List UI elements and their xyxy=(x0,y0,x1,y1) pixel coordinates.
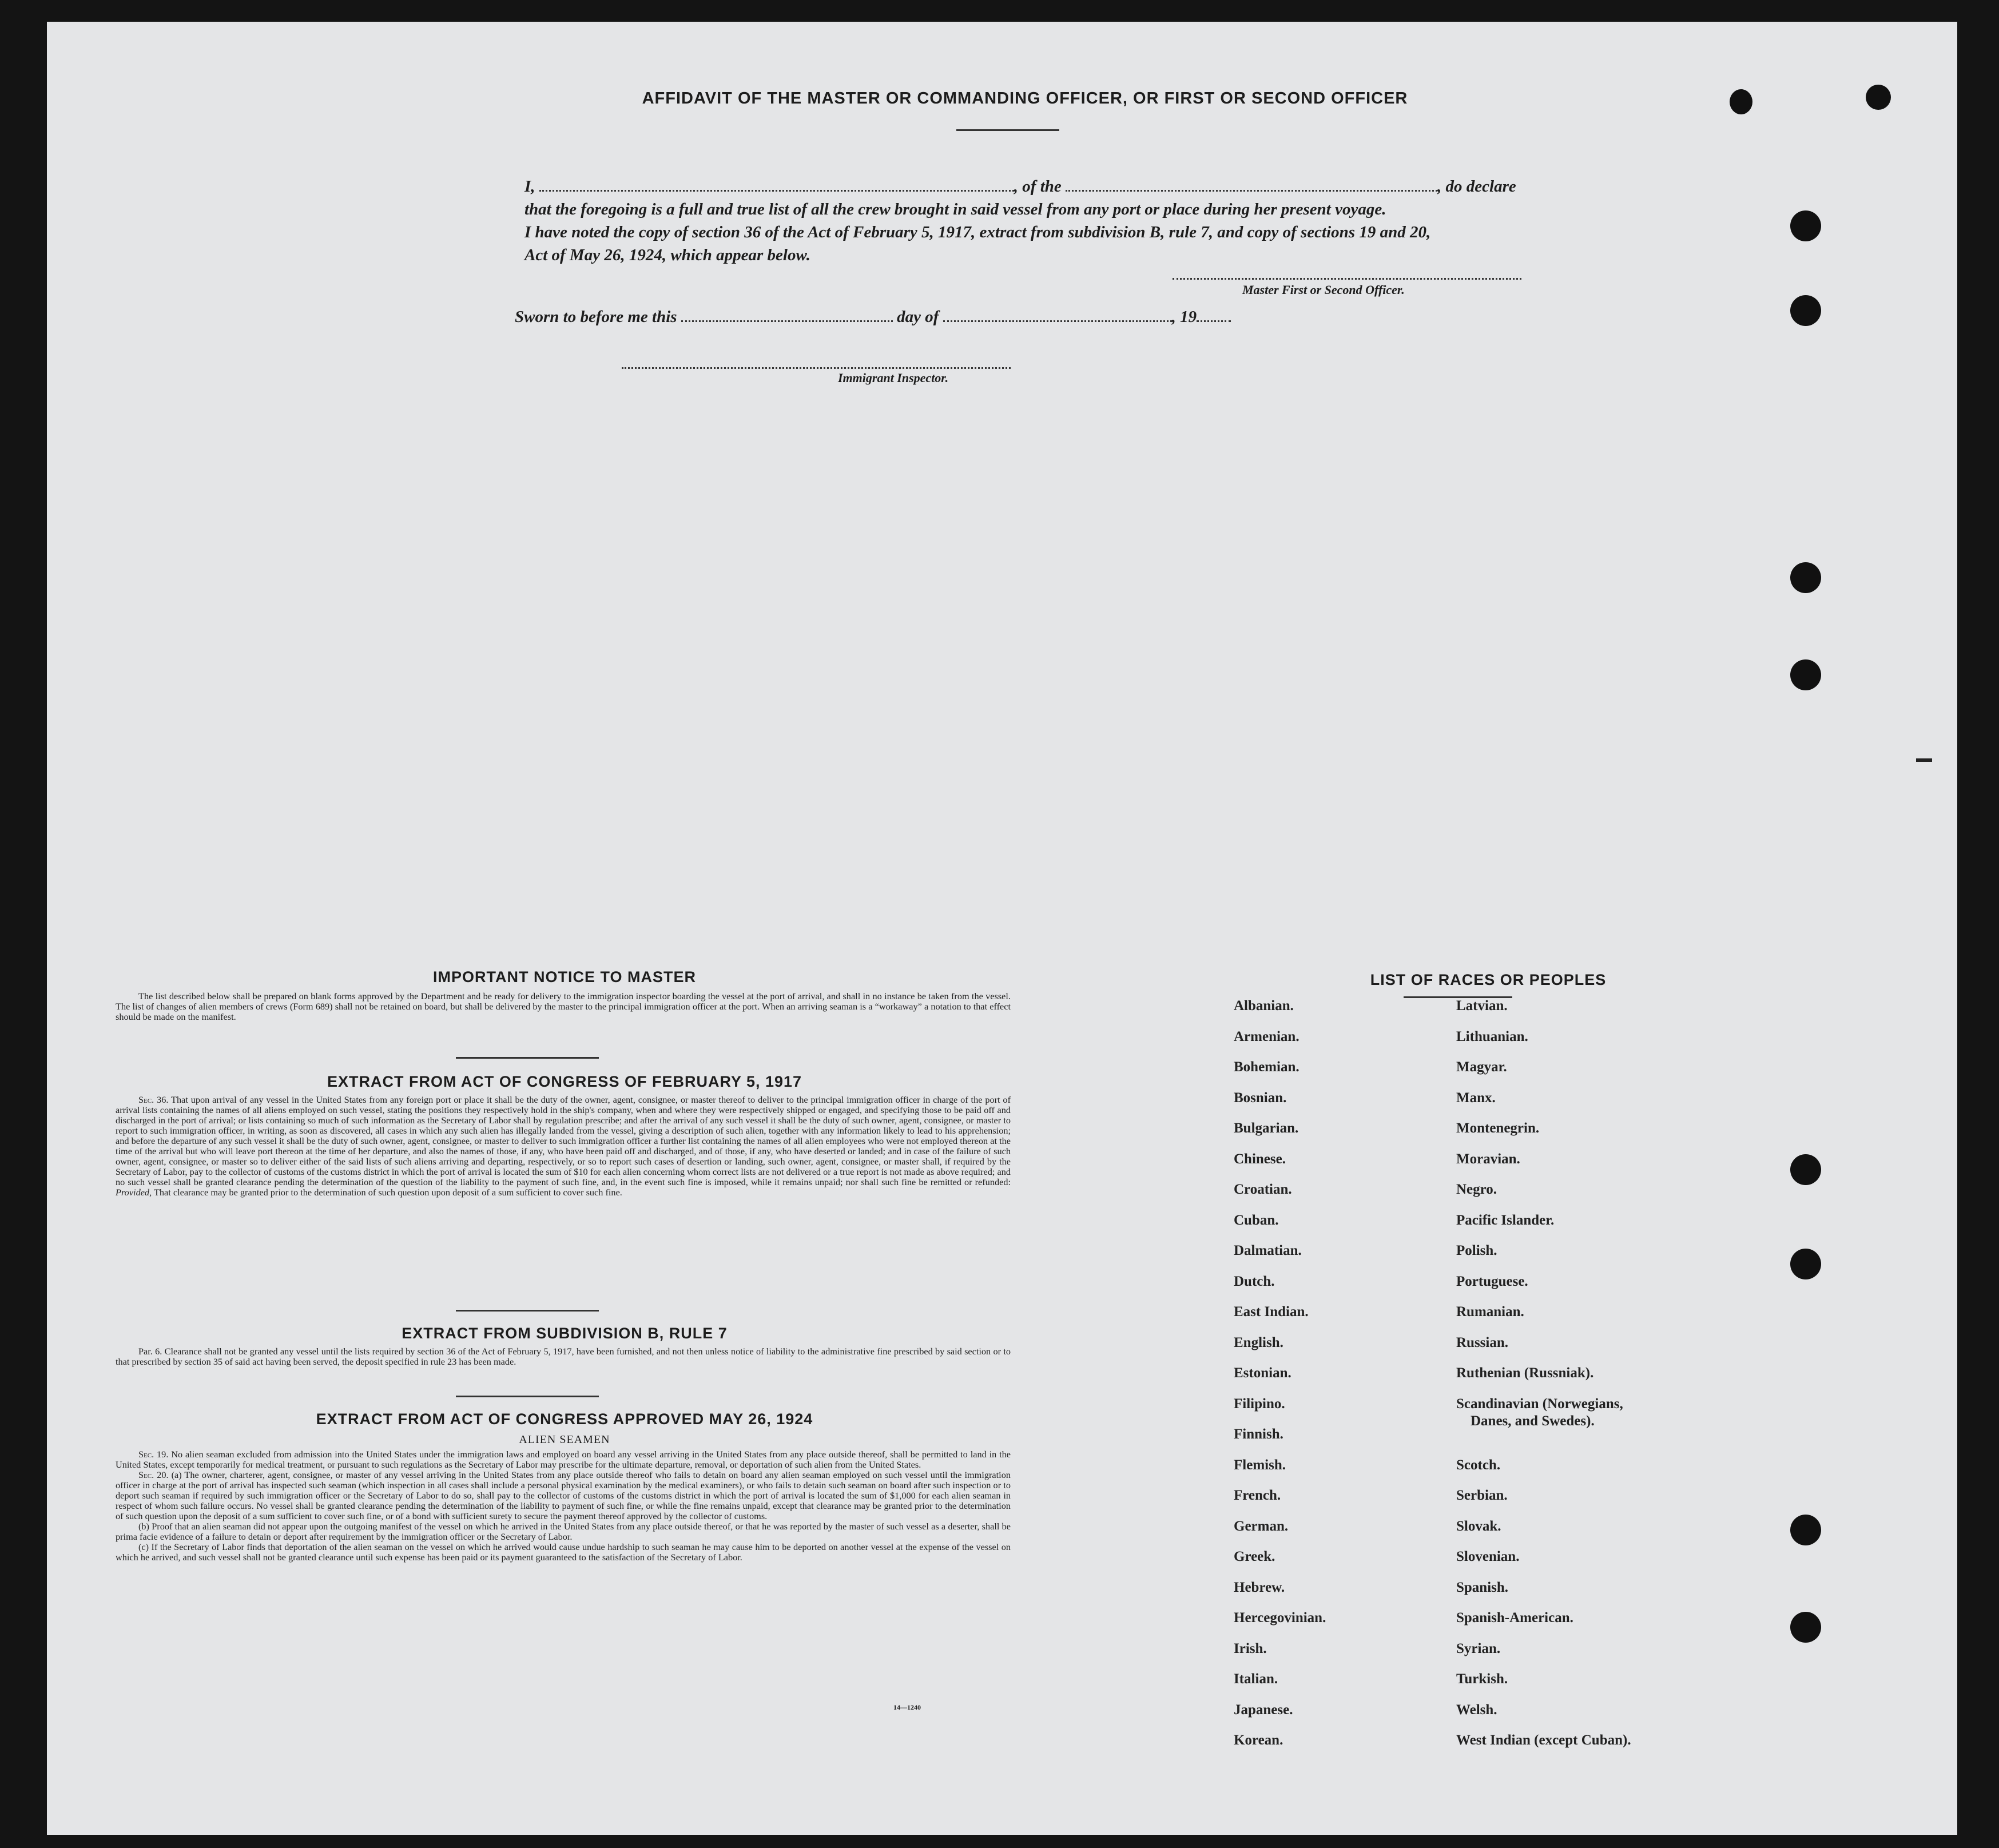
race-item: Hercegovinian. xyxy=(1234,1610,1326,1626)
race-item: Rumanian. xyxy=(1456,1304,1524,1320)
name-blank[interactable] xyxy=(539,176,1014,192)
punch-hole xyxy=(1866,85,1891,110)
race-item: Ruthenian (Russniak). xyxy=(1456,1365,1594,1381)
race-item-line: Scandinavian (Norwegians, xyxy=(1456,1396,1623,1412)
declaration-i: I, xyxy=(524,177,535,196)
declaration-declare: , do declare xyxy=(1437,177,1516,196)
race-item: Japanese. xyxy=(1234,1702,1293,1718)
extract-rule7-title: EXTRACT FROM SUBDIVISION B, RULE 7 xyxy=(402,1325,728,1342)
race-item: Dalmatian. xyxy=(1234,1243,1302,1258)
races-title: LIST OF RACES OR PEOPLES xyxy=(1370,971,1607,988)
race-item: Serbian. xyxy=(1456,1488,1508,1503)
race-item: Polish. xyxy=(1456,1243,1497,1258)
race-item: Finnish. xyxy=(1234,1426,1283,1442)
extract-1924-title: EXTRACT FROM ACT OF CONGRESS APPROVED MAY 26, 1924 xyxy=(316,1410,813,1428)
notice-title: IMPORTANT NOTICE TO MASTER xyxy=(433,968,696,985)
form-number: 14—1240 xyxy=(893,1703,921,1711)
race-item: Hebrew. xyxy=(1234,1579,1285,1595)
race-item: Latvian. xyxy=(1456,998,1508,1014)
sec-19-label: Sec. 19. xyxy=(138,1449,169,1460)
race-item-line: Danes, and Swedes). xyxy=(1471,1413,1595,1429)
rule7-text: Par. 6. Clearance shall not be granted any vessel until the lists required by section 36 of the Act of February 5, 1917, have been furnished, and not then unless notice of liability to the administrative fine prescribed by said section or to that prescribed by section 35 of said act having been served, the deposit specified in rule 23 has been made. xyxy=(116,1346,1011,1367)
section-rule xyxy=(456,1310,599,1312)
notice-body xyxy=(116,991,1011,1022)
sworn-year: , 19 xyxy=(1171,308,1197,326)
document-page xyxy=(47,22,1957,1835)
sec-19-text: No alien seaman excluded from admission into the United States under the immigration laws and employed on board any vessel arriving in the United States from any place outside thereof, shall be permitted to land in the United States, except temporarily for medical treatment, or pursuant to such regulations as the Secretary of Labor may prescribe for the ultimate departure, removal, or deportation of such alien from the United States. xyxy=(116,1449,1011,1470)
sec-36-text-end: That clearance may be granted prior to the determination of such question upon deposit of a sum sufficient to cover such fine. xyxy=(153,1187,622,1198)
extract-1924-body xyxy=(116,1449,1011,1563)
sec-20b-text: (b) Proof that an alien seaman did not appear upon the outgoing manifest of the vessel on which he arrived in the United States from any place outside thereof, or that he was reported by the master of such vessel as a deserter, shall be prima facie evidence of a failure to detain or deport after requirement by the immigration officer or the Secretary of Labor. xyxy=(116,1521,1011,1542)
race-item: Bosnian. xyxy=(1234,1090,1287,1106)
section-rule xyxy=(456,1396,599,1397)
punch-hole xyxy=(1790,659,1821,690)
race-item: Welsh. xyxy=(1456,1702,1497,1718)
race-item: Spanish-American. xyxy=(1456,1610,1573,1626)
punch-hole xyxy=(1790,210,1821,241)
inspector-signature-line[interactable] xyxy=(622,367,1011,369)
sec-20c-text: (c) If the Secretary of Labor finds that deportation of the alien seaman on the vessel on which he arrived would cause undue hardship to such seaman he may cause him to be deported on another vessel at the expense of the vessel on which he arrived, and such vessel shall not be granted clearance until such expense has been paid or its payment guaranteed to the satisfaction of the Secretary of Labor. xyxy=(116,1541,1011,1563)
punch-hole xyxy=(1790,1515,1821,1545)
sworn-year-blank[interactable] xyxy=(1197,307,1231,322)
race-item: Croatian. xyxy=(1234,1182,1292,1197)
race-item: Cuban. xyxy=(1234,1212,1279,1228)
race-item: Spanish. xyxy=(1456,1579,1509,1595)
race-item: Russian. xyxy=(1456,1334,1509,1350)
race-item: Greek. xyxy=(1234,1549,1275,1564)
race-item: Magyar. xyxy=(1456,1059,1507,1075)
race-item: West Indian (except Cuban). xyxy=(1456,1732,1631,1748)
section-rule xyxy=(456,1057,599,1059)
punch-hole xyxy=(1790,1249,1821,1279)
punch-hole xyxy=(1790,295,1821,326)
race-item: Turkish. xyxy=(1456,1671,1508,1687)
race-item: Scotch. xyxy=(1456,1457,1501,1473)
sworn-line xyxy=(515,307,1231,327)
race-item: Slovenian. xyxy=(1456,1549,1520,1564)
punch-hole xyxy=(1730,89,1752,114)
race-item: Bohemian. xyxy=(1234,1059,1299,1075)
race-item: Syrian. xyxy=(1456,1640,1501,1656)
master-signature-line[interactable] xyxy=(1173,278,1521,280)
notice-text: The list described below shall be prepared on blank forms approved by the Department and be ready for delivery to the immigration inspector boarding the vessel at the port of arrival, and shall in no instance be taken from the vessel. The list of changes of alien members of crews (Form 689) shall not be retained on board, but shall be delivered by the master to the principal immigration officer at the port. When an arriving seaman is a “workaway” a notation to that effect should be made on the manifest. xyxy=(116,991,1011,1022)
race-item: Slovak. xyxy=(1456,1518,1501,1534)
race-item: Manx. xyxy=(1456,1090,1496,1106)
master-signature-caption: Master First or Second Officer. xyxy=(1242,283,1405,297)
race-item: East Indian. xyxy=(1234,1304,1309,1320)
race-item: Negro. xyxy=(1456,1182,1497,1197)
sworn-day-blank[interactable] xyxy=(681,307,893,322)
punch-hole xyxy=(1790,1612,1821,1643)
vessel-blank[interactable] xyxy=(1066,176,1437,192)
race-item: Bulgarian. xyxy=(1234,1120,1299,1136)
race-item: German. xyxy=(1234,1518,1289,1534)
race-item: Lithuanian. xyxy=(1456,1028,1528,1044)
races-right-column xyxy=(1456,997,1631,1763)
declaration-line-3: I have noted the copy of section 36 of the Act of February 5, 1917, extract from subdivision B, rule 7, and copy of sections 19 and 20, xyxy=(524,223,1431,241)
race-item: Pacific Islander. xyxy=(1456,1212,1555,1228)
race-item: French. xyxy=(1234,1488,1281,1503)
sec-20a-text: (a) The owner, charterer, agent, consignee, or master of any vessel arriving in the United States from any place outside thereof who fails to detain on board any alien seaman employed on such vessel until the immigration officer in charge at the port of arrival has inspected such seaman (which inspection in all cases shall include a personal physical examination by the medical examiners), or who fails to detain such seaman on board after such inspection or to deport such seaman if required by such immigration officer or the Secretary of Labor to do so, shall pay to the collector of customs of the customs district in which the port of arrival is located the sum of $1,000 for each alien seaman in respect of whom such failure occurs. No vessel shall be granted clearance pending the determination of the liability to payment of such fine, or while the fine remains unpaid, except that clearance may be granted prior to the determination of such question upon the deposit of a sum sufficient to cover such fine, or of a bond with sufficient surety to secure the payment thereof approved by the collector of customs. xyxy=(116,1469,1011,1521)
punch-hole xyxy=(1790,1154,1821,1185)
sec-20-label: Sec. 20. xyxy=(138,1469,169,1480)
inspector-caption: Immigrant Inspector. xyxy=(838,371,949,385)
sworn-day-of: day of xyxy=(897,308,939,326)
race-item: Italian. xyxy=(1234,1671,1278,1687)
race-item: Chinese. xyxy=(1234,1151,1286,1167)
sworn-prefix: Sworn to before me this xyxy=(515,308,677,326)
sec-36-text: That upon arrival of any vessel in the United States from any foreign port or place it shall be the duty of the owner, agent, consignee, or master thereof to deliver to the principal immigration officer in charge of the port of arrival lists containing the names of all aliens employed on such vessel, stating the positions they respectively hold in the ship's company, when and where they were respectively shipped or engaged, and specifying those to be paid off and discharged in the port of arrival; or lists containing so much of such information as the Secretary of Labor shall by regulation prescribe; and after the arrival of any such vessel it shall be the duty of such owner, agent, consignee, or master to report to such immigration officer, in writing, as soon as discovered, all cases in which any such alien has illegally landed from the vessel, giving a description of such alien, together with any information likely to lead to his apprehension; and before the departure of any such vessel it shall be the duty of such owner, agent, consignee, or master to deliver to such immigration officer a further list containing the names of all alien employees who were not employed thereon at the time of the arrival but who will leave port thereon at the time of her departure, and also the names of those, if any, who have been paid off and discharged, and of those, if any, who have deserted or landed; and in case of the failure of such owner, agent, consignee, or master so to deliver either of the said lists of such aliens arriving and departing, respectively, or so to report such cases of desertion or landing, such owner, agent, consignee, or master shall, if required by the Secretary of Labor, pay to the collector of customs of the customs district in which the port of arrival is located the sum of $10 for each alien concerning whom correct lists are not delivered or a true report is not made as above required; and no such vessel shall be granted clearance pending the determination of the question of the liability to the payment of such fine, and, in the event such fine is imposed, while it remains unpaid; nor shall such fine be remitted or refunded: xyxy=(116,1094,1011,1187)
race-item: Flemish. xyxy=(1234,1457,1286,1473)
race-item xyxy=(1456,1396,1631,1457)
race-item: Korean. xyxy=(1234,1732,1283,1748)
sworn-month-blank[interactable] xyxy=(943,307,1172,322)
margin-mark xyxy=(1916,758,1932,762)
race-item: Albanian. xyxy=(1234,998,1294,1014)
race-item: Montenegrin. xyxy=(1456,1120,1540,1136)
race-item: Dutch. xyxy=(1234,1273,1275,1289)
race-item: Filipino. xyxy=(1234,1396,1285,1412)
affidavit-title: AFFIDAVIT OF THE MASTER OR COMMANDING OFFICER, OR FIRST OR SECOND OFFICER xyxy=(642,89,1408,108)
alien-seamen-subtitle: ALIEN SEAMEN xyxy=(519,1433,610,1446)
race-item: Irish. xyxy=(1234,1640,1267,1656)
extract-1917-title: EXTRACT FROM ACT OF CONGRESS OF FEBRUARY 5, 1917 xyxy=(327,1073,802,1090)
punch-hole xyxy=(1790,562,1821,593)
declaration-line-4: Act of May 26, 1924, which appear below. xyxy=(524,246,810,264)
extract-rule7-body xyxy=(116,1346,1011,1367)
sec-36-label: Sec. 36. xyxy=(138,1094,169,1105)
declaration-of-the: , of the xyxy=(1014,177,1062,196)
race-item: Estonian. xyxy=(1234,1365,1291,1381)
extract-1917-body xyxy=(116,1095,1011,1198)
title-rule xyxy=(956,129,1059,131)
race-item: Portuguese. xyxy=(1456,1273,1528,1289)
affidavit-declaration xyxy=(524,175,1600,267)
race-item: Moravian. xyxy=(1456,1151,1520,1167)
declaration-line-2: that the foregoing is a full and true list of all the crew brought in said vessel from any port or place during her present voyage. xyxy=(524,200,1386,218)
races-left-column xyxy=(1234,997,1326,1763)
declaration-line-1 xyxy=(524,175,1600,198)
race-item: English. xyxy=(1234,1334,1283,1350)
provided-word: Provided, xyxy=(116,1187,152,1198)
race-item: Armenian. xyxy=(1234,1028,1299,1044)
